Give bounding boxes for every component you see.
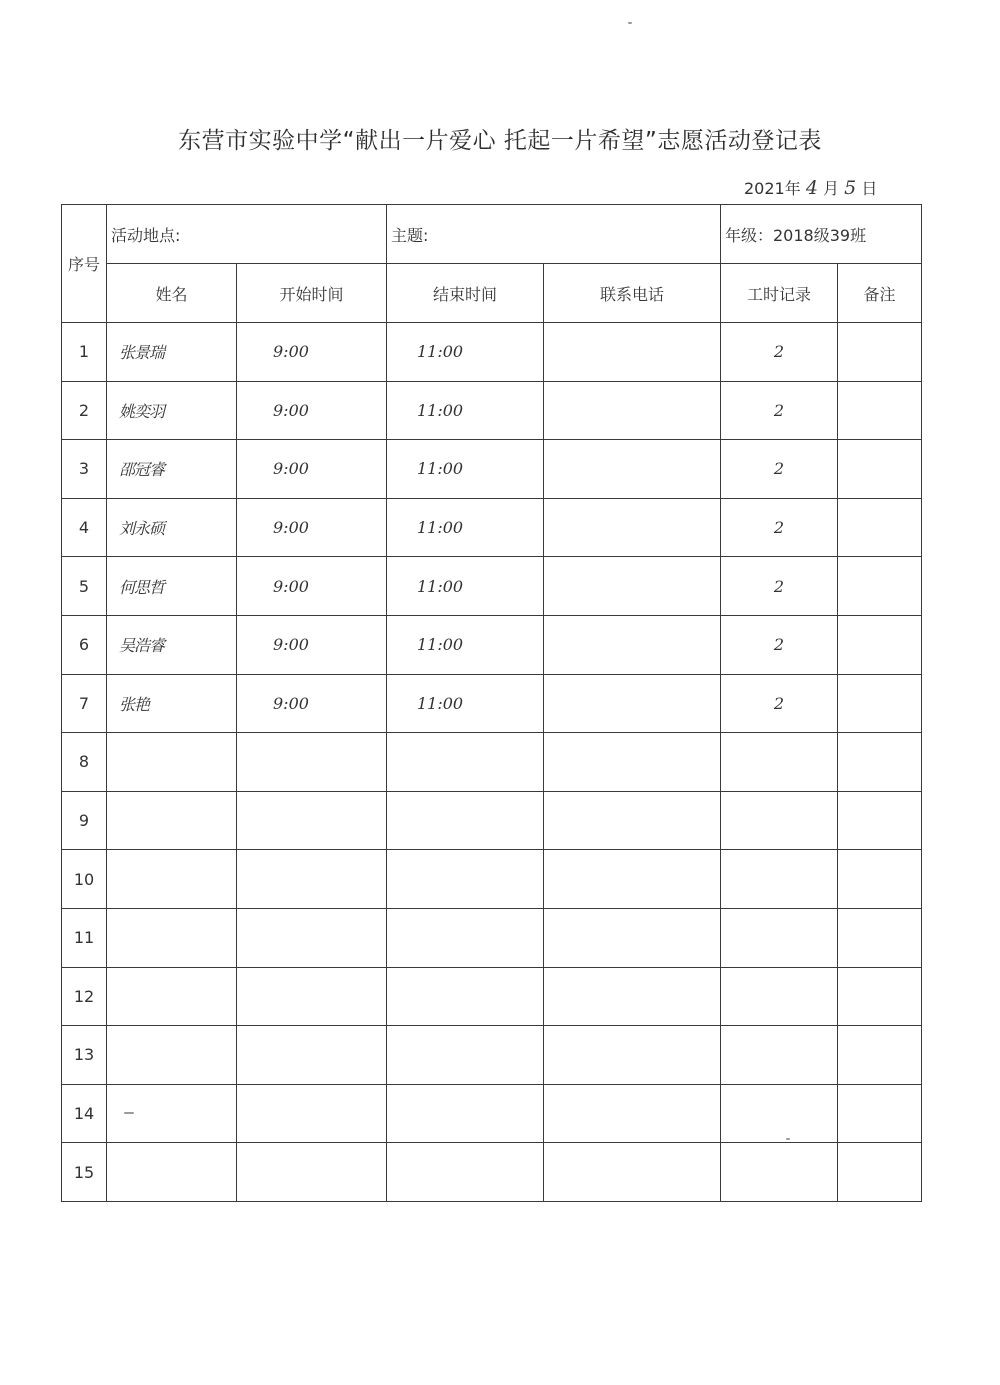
name-cell[interactable] bbox=[107, 967, 237, 1026]
col-header-name: 姓名 bbox=[107, 264, 237, 323]
phone-cell[interactable] bbox=[544, 791, 721, 850]
table-row bbox=[62, 615, 922, 674]
hours-cell[interactable] bbox=[721, 733, 838, 792]
col-header-start: 开始时间 bbox=[237, 264, 387, 323]
grade-field: 年级：2018级39班 bbox=[721, 205, 922, 264]
row-number: 11 bbox=[62, 908, 107, 967]
start-time-cell[interactable] bbox=[237, 733, 387, 792]
table-row bbox=[62, 791, 922, 850]
hours-cell[interactable]: 2 bbox=[721, 498, 838, 557]
phone-cell[interactable] bbox=[544, 615, 721, 674]
end-time-cell[interactable]: 11:00 bbox=[387, 557, 544, 616]
start-time-cell[interactable]: 9:00 bbox=[237, 440, 387, 499]
start-time-cell[interactable] bbox=[237, 1084, 387, 1143]
note-cell[interactable] bbox=[838, 615, 922, 674]
hours-cell[interactable]: 2 bbox=[721, 381, 838, 440]
registration-table bbox=[61, 204, 922, 1202]
column-header-row bbox=[62, 264, 922, 323]
row-number: 15 bbox=[62, 1143, 107, 1202]
end-time-cell[interactable]: 11:00 bbox=[387, 615, 544, 674]
date-month-unit: 月 bbox=[823, 179, 840, 198]
end-time-cell[interactable] bbox=[387, 1084, 544, 1143]
start-time-cell[interactable] bbox=[237, 850, 387, 909]
scan-speck bbox=[628, 22, 632, 24]
phone-cell[interactable] bbox=[544, 674, 721, 733]
date-line bbox=[744, 176, 877, 199]
theme-field[interactable]: 主题: bbox=[387, 205, 721, 264]
note-cell[interactable] bbox=[838, 674, 922, 733]
end-time-cell[interactable] bbox=[387, 967, 544, 1026]
location-field[interactable]: 活动地点: bbox=[107, 205, 387, 264]
row-number: 2 bbox=[62, 381, 107, 440]
name-cell[interactable] bbox=[107, 791, 237, 850]
row-number: 13 bbox=[62, 1026, 107, 1085]
name-cell[interactable]: 邵冠睿 bbox=[107, 440, 237, 499]
hours-cell[interactable] bbox=[721, 908, 838, 967]
end-time-cell[interactable] bbox=[387, 850, 544, 909]
hours-cell[interactable] bbox=[721, 850, 838, 909]
name-cell[interactable]: 刘永硕 bbox=[107, 498, 237, 557]
hours-cell[interactable]: 2 bbox=[721, 323, 838, 382]
hours-cell[interactable] bbox=[721, 1026, 838, 1085]
phone-cell[interactable] bbox=[544, 381, 721, 440]
scan-speck bbox=[786, 1138, 790, 1140]
row-number: 8 bbox=[62, 733, 107, 792]
col-header-end: 结束时间 bbox=[387, 264, 544, 323]
end-time-cell[interactable] bbox=[387, 1143, 544, 1202]
end-time-cell[interactable]: 11:00 bbox=[387, 323, 544, 382]
form-title: 东营市实验中学“献出一片爱心 托起一片希望”志愿活动登记表 bbox=[178, 128, 822, 154]
start-time-cell[interactable] bbox=[237, 967, 387, 1026]
row-number: 12 bbox=[62, 967, 107, 1026]
date-day-handwritten: 5 bbox=[844, 177, 857, 199]
table-row bbox=[62, 674, 922, 733]
end-time-cell[interactable]: 11:00 bbox=[387, 498, 544, 557]
name-cell[interactable] bbox=[107, 850, 237, 909]
end-time-cell[interactable]: 11:00 bbox=[387, 381, 544, 440]
name-cell[interactable] bbox=[107, 1143, 237, 1202]
row-number: 3 bbox=[62, 440, 107, 499]
table-row bbox=[62, 850, 922, 909]
header-row bbox=[62, 205, 922, 264]
phone-cell[interactable] bbox=[544, 498, 721, 557]
table-row bbox=[62, 908, 922, 967]
start-time-cell[interactable] bbox=[237, 791, 387, 850]
phone-cell[interactable] bbox=[544, 1143, 721, 1202]
name-cell[interactable]: 吴浩睿 bbox=[107, 615, 237, 674]
hours-cell[interactable] bbox=[721, 791, 838, 850]
row-number: 7 bbox=[62, 674, 107, 733]
phone-cell[interactable] bbox=[544, 908, 721, 967]
hours-cell[interactable] bbox=[721, 1143, 838, 1202]
hours-cell[interactable]: 2 bbox=[721, 557, 838, 616]
col-header-hours: 工时记录 bbox=[721, 264, 838, 323]
phone-cell[interactable] bbox=[544, 733, 721, 792]
hours-cell[interactable]: 2 bbox=[721, 615, 838, 674]
note-cell[interactable] bbox=[838, 440, 922, 499]
start-time-cell[interactable] bbox=[237, 1143, 387, 1202]
phone-cell[interactable] bbox=[544, 557, 721, 616]
start-time-cell[interactable] bbox=[237, 1026, 387, 1085]
hours-cell[interactable] bbox=[721, 1084, 838, 1143]
note-cell[interactable] bbox=[838, 908, 922, 967]
end-time-cell[interactable]: 11:00 bbox=[387, 674, 544, 733]
table-row bbox=[62, 381, 922, 440]
end-time-cell[interactable] bbox=[387, 908, 544, 967]
table-row bbox=[62, 440, 922, 499]
start-time-cell[interactable]: 9:00 bbox=[237, 557, 387, 616]
phone-cell[interactable] bbox=[544, 1026, 721, 1085]
note-cell[interactable] bbox=[838, 967, 922, 1026]
date-year: 2021年 bbox=[744, 179, 801, 198]
phone-cell[interactable] bbox=[544, 440, 721, 499]
table-row bbox=[62, 498, 922, 557]
row-number: 1 bbox=[62, 323, 107, 382]
name-cell[interactable] bbox=[107, 1026, 237, 1085]
name-cell[interactable]: 姚奕羽 bbox=[107, 381, 237, 440]
table-row bbox=[62, 1143, 922, 1202]
phone-cell[interactable] bbox=[544, 1084, 721, 1143]
phone-cell[interactable] bbox=[544, 323, 721, 382]
note-cell[interactable] bbox=[838, 850, 922, 909]
row-number: 4 bbox=[62, 498, 107, 557]
table-row bbox=[62, 733, 922, 792]
start-time-cell[interactable]: 9:00 bbox=[237, 615, 387, 674]
scan-speck bbox=[124, 1112, 134, 1114]
col-header-phone: 联系电话 bbox=[544, 264, 721, 323]
end-time-cell[interactable] bbox=[387, 791, 544, 850]
note-cell[interactable] bbox=[838, 557, 922, 616]
row-number: 9 bbox=[62, 791, 107, 850]
table-row bbox=[62, 323, 922, 382]
table-row bbox=[62, 1084, 922, 1143]
seq-header: 序号 bbox=[62, 205, 107, 323]
note-cell[interactable] bbox=[838, 1026, 922, 1085]
phone-cell[interactable] bbox=[544, 967, 721, 1026]
name-cell[interactable]: 张艳 bbox=[107, 674, 237, 733]
table-row bbox=[62, 557, 922, 616]
date-day-unit: 日 bbox=[861, 179, 878, 198]
start-time-cell[interactable] bbox=[237, 908, 387, 967]
note-cell[interactable] bbox=[838, 381, 922, 440]
start-time-cell[interactable]: 9:00 bbox=[237, 381, 387, 440]
date-month-handwritten: 4 bbox=[805, 177, 818, 199]
row-number: 14 bbox=[62, 1084, 107, 1143]
note-cell[interactable] bbox=[838, 791, 922, 850]
note-cell[interactable] bbox=[838, 1084, 922, 1143]
name-cell[interactable] bbox=[107, 733, 237, 792]
start-time-cell[interactable]: 9:00 bbox=[237, 674, 387, 733]
name-cell[interactable]: 何思哲 bbox=[107, 557, 237, 616]
name-cell[interactable] bbox=[107, 908, 237, 967]
end-time-cell[interactable] bbox=[387, 1026, 544, 1085]
note-cell[interactable] bbox=[838, 323, 922, 382]
phone-cell[interactable] bbox=[544, 850, 721, 909]
note-cell[interactable] bbox=[838, 498, 922, 557]
table-row bbox=[62, 967, 922, 1026]
end-time-cell[interactable] bbox=[387, 733, 544, 792]
name-cell[interactable]: 张景瑞 bbox=[107, 323, 237, 382]
row-number: 10 bbox=[62, 850, 107, 909]
end-time-cell[interactable]: 11:00 bbox=[387, 440, 544, 499]
hours-cell[interactable]: 2 bbox=[721, 674, 838, 733]
hours-cell[interactable]: 2 bbox=[721, 440, 838, 499]
table-row bbox=[62, 1026, 922, 1085]
hours-cell[interactable] bbox=[721, 967, 838, 1026]
row-number: 5 bbox=[62, 557, 107, 616]
start-time-cell[interactable]: 9:00 bbox=[237, 323, 387, 382]
col-header-note: 备注 bbox=[838, 264, 922, 323]
row-number: 6 bbox=[62, 615, 107, 674]
start-time-cell[interactable]: 9:00 bbox=[237, 498, 387, 557]
note-cell[interactable] bbox=[838, 733, 922, 792]
note-cell[interactable] bbox=[838, 1143, 922, 1202]
